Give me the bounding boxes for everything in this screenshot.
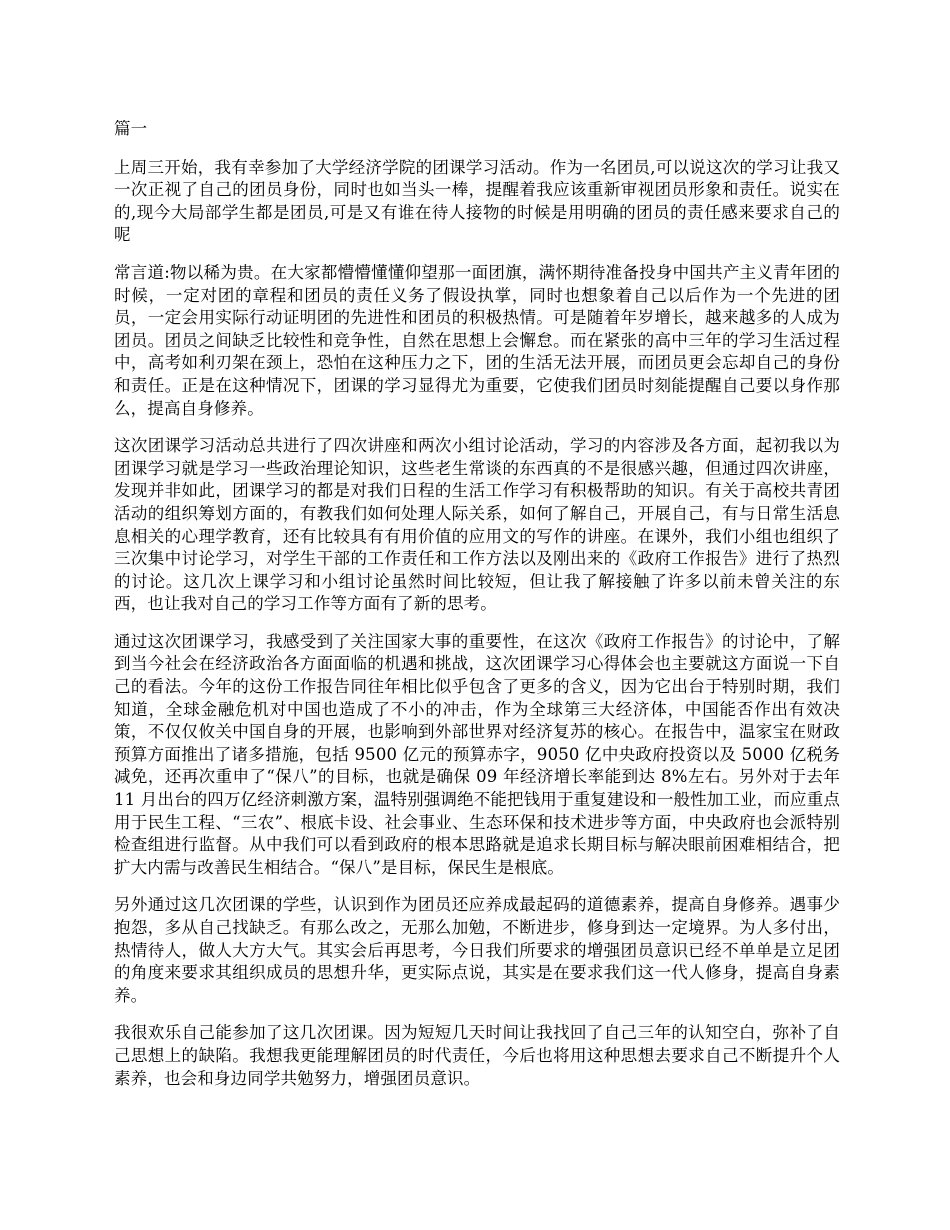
- paragraph: 另外通过这几次团课的学些，认识到作为团员还应养成最起码的道德素养，提高自身修养。遇事少抱怨，多从自己找缺乏。有那么改之，无那么加勉，不断进步，修身到达一定境界。为人多付出，热情待人，做人大方大气。其实会后再思考，今日我们所要求的增强团员意识已经不单单是立足团的角度来要求其组织成员的思想升华，更实际点说，其实是在要求我们这一代人修身，提高自身素养。: [114, 895, 840, 1005]
- paragraph: 上周三开始，我有幸参加了大学经济学院的团课学习活动。作为一名团员,可以说这次的学习让我又一次正视了自己的团员身份，同时也如当头一棒，提醒着我应该重新审视团员形象和责任。说实在的,现今大局部学生都是团员,可是又有谁在待人接物的时候是用明确的团员的责任感来要求自己的呢: [114, 157, 840, 245]
- paragraph: 这次团课学习活动总共进行了四次讲座和两次小组讨论活动，学习的内容涉及各方面，起初我以为团课学习就是学习一些政治理论知识，这些老生常谈的东西真的不是很感兴趣，但通过四次讲座，发现并非如此，团课学习的都是对我们日程的生活工作学习有积极帮助的知识。有关于高校共青团活动的组织筹划方面的，有教我们如何处理人际关系，如何了解自己，开展自己，有与日常生活息息相关的心理学教育，还有比较具有有用价值的应用文的写作的讲座。在课外，我们小组也组织了三次集中讨论学习，对学生干部的工作责任和工作方法以及刚出来的《政府工作报告》进行了热烈的讨论。这几次上课学习和小组讨论虽然时间比较短，但让我了解接触了许多以前未曾关注的东西，也让我对自己的学习工作等方面有了新的思考。: [114, 436, 840, 614]
- paragraph: 常言道:物以稀为贵。在大家都懵懵懂懂仰望那一面团旗，满怀期待准备投身中国共产主义青年团的时候，一定对团的章程和团员的责任义务了假设执掌，同时也想象着自己以后作为一个先进的团员，一定会用实际行动证明团的先进性和团员的积极热情。可是随着年岁增长，越来越多的人成为团员。团员之间缺乏比较性和竞争性，自然在思想上会懈怠。而在紧张的高中三年的学习生活过程中，高考如利刃架在颈上，恐怕在这种压力之下，团的生活无法开展，而团员更会忘却自己的身份和责任。正是在这种情况下，团课的学习显得尤为重要，它使我们团员时刻能提醒自己要以身作那么，提高自身修养。: [114, 262, 840, 418]
- document-heading: 篇一: [114, 119, 148, 138]
- paragraph: 我很欢乐自己能参加了这几次团课。因为短短几天时间让我找回了自己三年的认知空白，弥补了自己思想上的缺陷。我想我更能理解团员的时代责任，今后也将用这种思想去要求自己不断提升个人素养，也会和身边同学共勉努力，增强团员意识。: [114, 1023, 840, 1088]
- paragraph: 通过这次团课学习，我感受到了关注国家大事的重要性，在这次《政府工作报告》的讨论中，了解到当今社会在经济政治各方面面临的机遇和挑战，这次团课学习心得体会也主要就这方面说一下自己的看法。今年的这份工作报告同往年相比似乎包含了更多的含义，因为它出台于特别时期，我们知道，全球金融危机对中国也造成了不小的冲击，作为全球第三大经济体，中国能否作出有效决策，不仅仅攸关中国自身的开展，也影响到外部世界对经济复苏的核心。在报告中，温家宝在财政预算方面推出了诸多措施，包括 9500 亿元的预算赤字，9050 亿中央政府投资以及 5000 亿税务减免，还再次重申了“保八”的目标，也就是确保 09 年经济增长率能到达 8%左右。另外对于去年 11 月出台的四万亿经济刺激方案，温特别强调绝不能把钱用于重复建设和一般性加工业，而应重点用于民生工程、“三农”、根底卡设、社会事业、生态环保和技术进步等方面，中央政府也会派特别检查组进行监督。从中我们可以看到政府的根本思路就是追求长期目标与解决眼前困难相结合，把扩大内需与改善民生相结合。“保八”是目标，保民生是根底。: [114, 631, 840, 877]
- document-body: [114, 118, 840, 1105]
